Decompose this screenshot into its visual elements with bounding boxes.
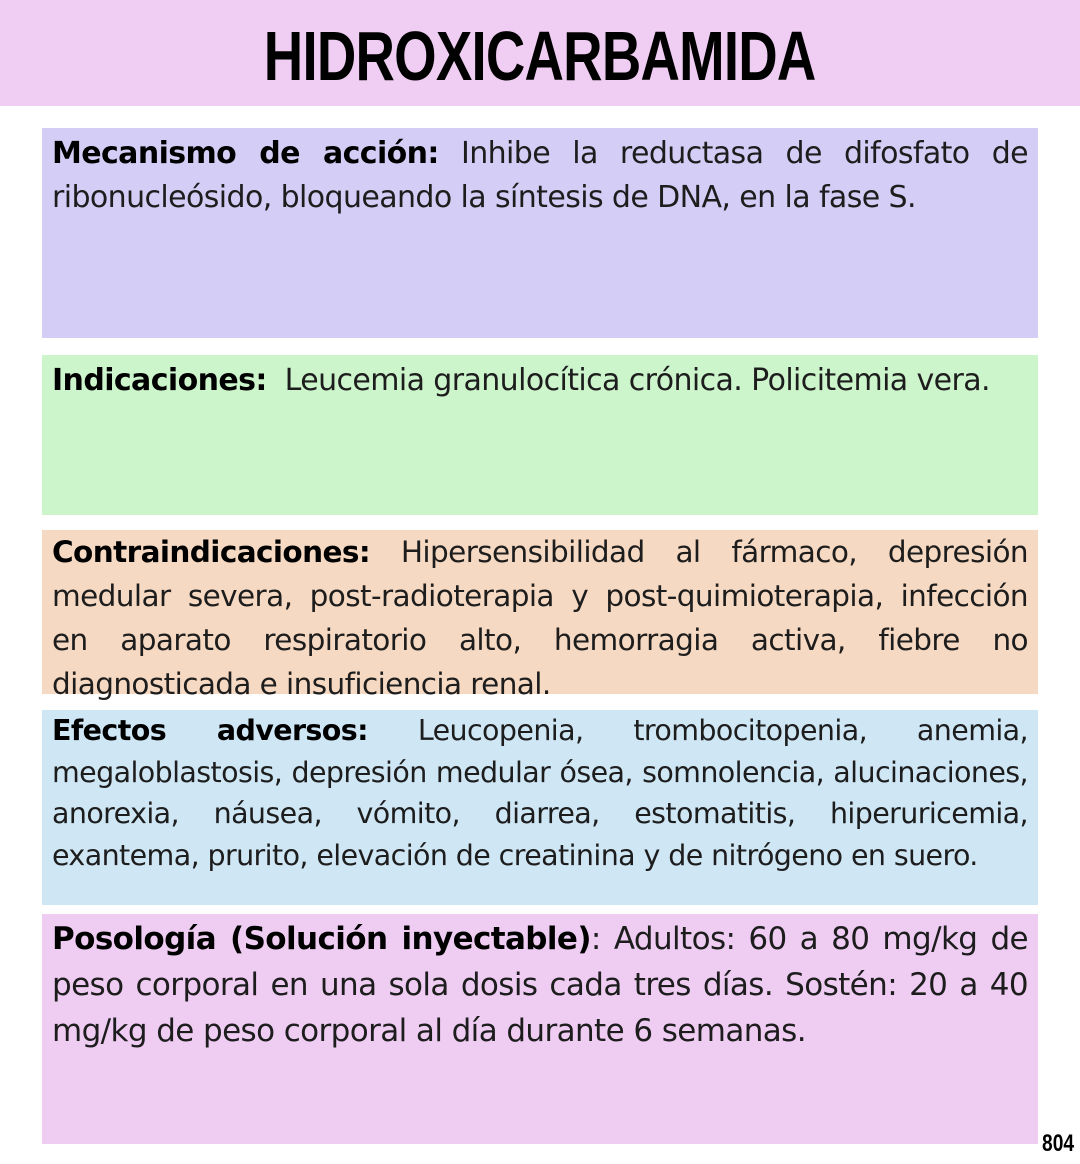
mecanismo-label: Mecanismo de acción: — [52, 136, 439, 171]
page-title: HIDROXICARBAMIDA — [264, 17, 816, 95]
section-mecanismo — [42, 128, 1038, 338]
section-contraindicaciones — [42, 530, 1038, 701]
section-indicaciones — [42, 355, 1038, 515]
mecanismo-paragraph — [52, 132, 1028, 220]
section-posologia — [42, 914, 1038, 1144]
mecanismo-text: Inhibe la reductasa de difosfato de ribonucleósido, bloqueando la síntesis de DNA, en la fase S. — [52, 136, 1028, 215]
page-number: 804 — [1041, 1130, 1074, 1157]
efectos-label: Efectos adversos: — [52, 714, 368, 747]
efectos-paragraph — [52, 710, 1028, 876]
posologia-paragraph — [52, 916, 1028, 1054]
indicaciones-paragraph — [52, 359, 1028, 403]
efectos-text: Leucopenia, trombocitopenia, anemia, megaloblastosis, depresión medular ósea, somnolencia, alucinaciones, anorexia, náusea, vómito, diarrea, estomatitis, hiperuricemia, exantema, prurito, elevación de creatinina y de nitrógeno en suero. — [52, 714, 1028, 872]
contraindicaciones-paragraph — [52, 530, 1028, 706]
title-banner — [0, 0, 1080, 106]
posologia-label: Posología (Solución inyectable) — [52, 921, 591, 957]
contraindicaciones-text: Hipersensibilidad al fármaco, depresión medular severa, post-radioterapia y post-quimioterapia, infección en aparato respiratorio alto, hemorragia activa, fiebre no diagnosticada e insuficiencia renal. — [52, 535, 1028, 701]
indicaciones-label: Indicaciones: — [52, 363, 267, 398]
section-efectos-adversos — [42, 710, 1038, 905]
indicaciones-text: Leucemia granulocítica crónica. Policitemia vera. — [266, 363, 990, 398]
contraindicaciones-label: Contraindicaciones: — [52, 535, 371, 569]
posologia-text: : Adultos: 60 a 80 mg/kg de peso corporal en una sola dosis cada tres días. Sostén: 20 a 40 mg/kg de peso corporal al día durante 6 semanas. — [52, 921, 1028, 1049]
